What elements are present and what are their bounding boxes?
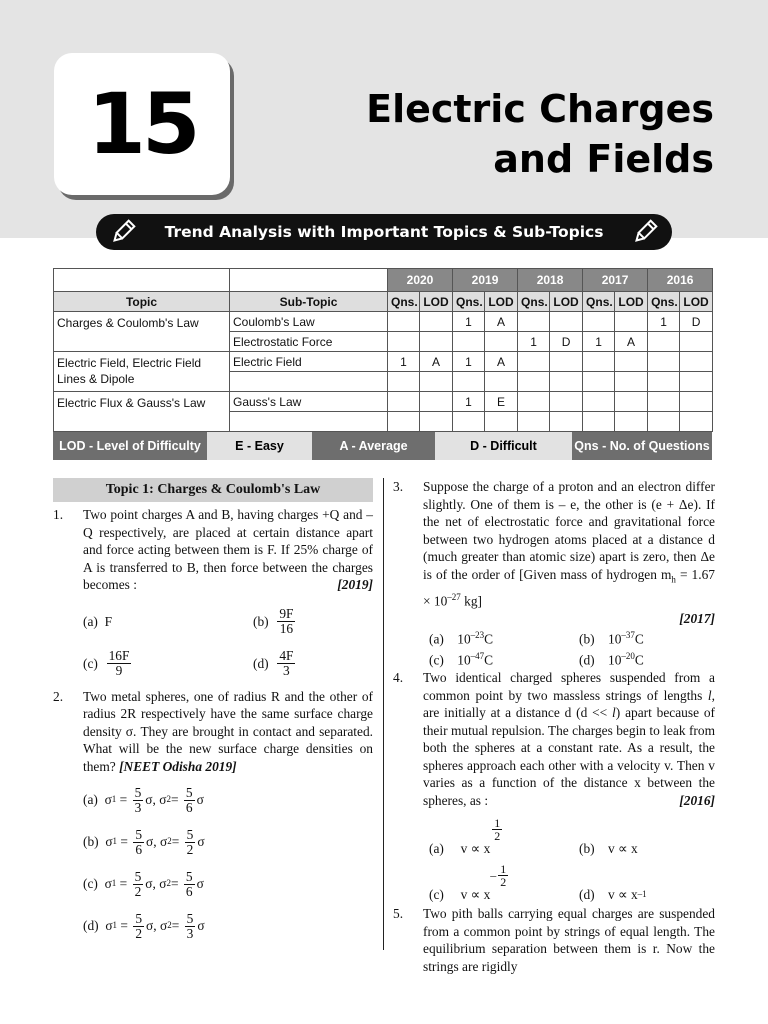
year-header: 2019 (453, 269, 518, 292)
question-text: Two pith balls carrying equal charges are suspended from a common point by strings of equal length. The equilibrium separation between them is r. Now the strings are rigidly (423, 906, 715, 974)
qns-header: Qns. (453, 292, 485, 312)
equals: = (170, 792, 179, 808)
option-label: (c) (83, 655, 98, 671)
option-label: (c) (429, 652, 444, 668)
data-cell (583, 372, 615, 392)
subtopic-cell: Coulomb's Law (230, 312, 388, 332)
data-cell (388, 332, 420, 352)
comma: , (153, 834, 157, 850)
lod-header: LOD (485, 292, 518, 312)
trend-analysis-label: Trend Analysis with Important Topics & Sub-Topics (164, 223, 604, 241)
superscript: –37 (621, 630, 635, 641)
data-cell (518, 412, 550, 432)
denominator: 2 (135, 925, 143, 941)
minus-sign: – (490, 868, 497, 883)
data-cell (615, 392, 648, 412)
sigma: σ (145, 792, 153, 808)
question-3 (393, 478, 715, 627)
question-number: 1. (53, 507, 64, 522)
data-cell (420, 392, 453, 412)
fraction (277, 649, 295, 678)
fraction (185, 828, 196, 857)
topic-heading: Topic 1: Charges & Coulomb's Law (53, 478, 373, 502)
data-cell (550, 412, 583, 432)
data-cell (680, 352, 713, 372)
table-row (54, 312, 713, 332)
sigma: σ (104, 876, 112, 892)
variable: l (707, 687, 712, 703)
subscript: 2 (166, 878, 171, 889)
fraction (133, 786, 144, 815)
option-value: v ∝ x (460, 840, 491, 856)
option-label: (d) (579, 652, 595, 668)
exponent-fraction (492, 817, 502, 842)
sigma: σ (196, 792, 204, 808)
question-text (423, 478, 715, 627)
fraction (185, 912, 196, 941)
comma: , (152, 792, 156, 808)
data-cell (583, 352, 615, 372)
option-label: (c) (429, 886, 444, 902)
data-cell (583, 312, 615, 332)
denominator: 9 (115, 663, 123, 678)
numerator: 16F (108, 648, 130, 663)
sigma: σ (159, 876, 167, 892)
table-row (54, 352, 713, 372)
subtopic-cell: Electrostatic Force (230, 332, 388, 352)
denominator: 2 (134, 883, 142, 899)
denominator: 6 (135, 841, 143, 857)
legend-difficult: D - Difficult (435, 432, 572, 460)
trend-analysis-table (53, 268, 713, 432)
qns-header: Qns. (583, 292, 615, 312)
chapter-title-line1: Electric Charges (366, 87, 714, 131)
option-c (83, 642, 253, 686)
left-column (53, 478, 373, 947)
subscript: h (671, 574, 676, 585)
year-header: 2017 (583, 269, 648, 292)
chapter-number-box (54, 53, 230, 195)
option-d (83, 905, 373, 947)
option-label: (d) (83, 918, 99, 934)
question-text (83, 506, 373, 594)
year-tag: [2016] (679, 792, 715, 808)
legend-easy: E - Easy (207, 432, 312, 460)
data-cell: 1 (648, 312, 680, 332)
data-cell (550, 352, 583, 372)
sigma: σ (197, 918, 205, 934)
option-value: v ∝ x (460, 886, 491, 902)
option-label: (c) (83, 876, 98, 892)
denominator: 2 (186, 841, 194, 857)
year-tag: [2017] (679, 610, 715, 626)
lod-header: LOD (615, 292, 648, 312)
sigma: σ (146, 918, 154, 934)
equals: = (120, 918, 128, 934)
data-cell (680, 392, 713, 412)
question-body: = 1.67 × 10 (423, 566, 715, 609)
sigma: σ (145, 876, 153, 892)
numerator: 5 (186, 826, 194, 842)
equals: = (119, 792, 128, 808)
topic-cell: Charges & Coulomb's Law (54, 312, 230, 352)
numerator: 5 (134, 868, 142, 884)
lod-header: LOD (550, 292, 583, 312)
equals: = (120, 834, 128, 850)
numerator: 5 (185, 868, 193, 884)
data-cell (388, 412, 420, 432)
year-tag: [2019] (337, 577, 373, 592)
subtopic-cell: Electric Field (230, 352, 388, 372)
data-cell (648, 392, 680, 412)
data-cell: A (420, 352, 453, 372)
table-corner (230, 269, 388, 292)
data-cell (550, 372, 583, 392)
option-b (579, 815, 719, 861)
data-cell (648, 352, 680, 372)
sigma: σ (146, 834, 154, 850)
data-cell (420, 312, 453, 332)
numerator: 1 (494, 816, 501, 831)
question-4 (393, 669, 715, 809)
data-cell (615, 372, 648, 392)
chapter-title-line2: and Fields (493, 137, 714, 181)
option-a (83, 779, 373, 821)
unit: C (634, 631, 644, 647)
option-label: (d) (253, 655, 269, 671)
fraction (184, 786, 195, 815)
superscript: –1 (637, 888, 647, 899)
subscript: 1 (111, 794, 117, 805)
denominator: 2 (494, 829, 501, 844)
denominator: 16 (279, 621, 294, 636)
data-cell (420, 372, 453, 392)
denominator: 2 (500, 875, 507, 890)
subscript: 2 (167, 920, 172, 931)
option-a (429, 627, 579, 648)
subtopic-cell (230, 412, 388, 432)
question-body: kg] (460, 593, 482, 609)
data-cell: 1 (453, 312, 485, 332)
fraction (133, 870, 144, 899)
legend-lod: LOD - Level of Difficulty (53, 432, 207, 460)
denominator: 3 (283, 663, 290, 678)
option-value: 10 (457, 652, 471, 668)
superscript: –23 (470, 630, 485, 641)
data-cell (680, 372, 713, 392)
numerator: 5 (185, 784, 193, 800)
denominator: 6 (185, 883, 193, 899)
data-cell: 1 (583, 332, 615, 352)
question-number: 5. (393, 906, 404, 922)
subscript: 1 (111, 878, 117, 889)
option-d (579, 648, 719, 669)
year-header: 2020 (388, 269, 453, 292)
equals: = (171, 834, 180, 850)
data-cell (420, 412, 453, 432)
option-value: 10 (608, 652, 622, 668)
option-c (429, 861, 579, 905)
fraction (107, 649, 132, 678)
sigma: σ (105, 834, 113, 850)
comma: , (152, 876, 156, 892)
option-label: (b) (83, 834, 99, 850)
right-column (393, 478, 715, 975)
year-tag: [NEET Odisha 2019] (119, 758, 237, 774)
data-cell (518, 372, 550, 392)
pencil-icon (632, 219, 658, 245)
qns-header: Qns. (648, 292, 680, 312)
superscript: –27 (447, 591, 461, 602)
data-cell: A (615, 332, 648, 352)
table-row (54, 392, 713, 412)
data-cell (388, 312, 420, 332)
option-value: v ∝ x (608, 886, 638, 902)
chapter-title (366, 84, 714, 184)
legend-qns: Qns - No. of Questions (572, 432, 712, 460)
data-cell (453, 332, 485, 352)
data-cell (615, 412, 648, 432)
year-header: 2016 (648, 269, 713, 292)
question-4-options (429, 815, 715, 905)
topic-header: Topic (54, 292, 230, 312)
question-1 (53, 506, 373, 594)
data-cell (550, 312, 583, 332)
subscript: 1 (112, 836, 118, 847)
denominator: 6 (185, 799, 193, 815)
topic-cell: Electric Flux & Gauss's Law (54, 392, 230, 432)
question-body: , are initially at a distance d (d << (423, 687, 715, 721)
chapter-number: 15 (87, 75, 197, 173)
question-number: 4. (393, 670, 404, 686)
option-value: 10 (608, 631, 622, 647)
denominator: 3 (186, 925, 194, 941)
option-a (429, 815, 579, 861)
data-cell (518, 312, 550, 332)
lod-header: LOD (420, 292, 453, 312)
data-cell (420, 332, 453, 352)
option-c (83, 863, 373, 905)
data-cell (648, 332, 680, 352)
option-a (83, 602, 253, 642)
data-cell: 1 (518, 332, 550, 352)
question-number: 3. (393, 479, 404, 494)
data-cell (518, 352, 550, 372)
superscript: –47 (470, 651, 485, 662)
numerator: 5 (135, 826, 143, 842)
option-d (253, 642, 403, 686)
question-3-options (429, 627, 715, 669)
option-b (579, 627, 719, 648)
subtopic-cell: Gauss's Law (230, 392, 388, 412)
column-divider (383, 478, 384, 950)
exponent-fraction (498, 863, 508, 888)
unit: C (634, 652, 644, 668)
equals: = (170, 876, 179, 892)
question-body: Two point charges A and B, having charges +Q and –Q respectively, are placed at certain distance apart and force acting between them is F. If 25% charge of A is transferred to B, then force between the charges becomes : (83, 507, 373, 592)
option-value: 10 (457, 631, 471, 647)
comma: , (153, 918, 157, 934)
numerator: 9F (279, 606, 294, 621)
equals: = (171, 918, 180, 934)
data-cell (583, 392, 615, 412)
year-header: 2018 (518, 269, 583, 292)
data-cell (485, 412, 518, 432)
qns-header: Qns. (518, 292, 550, 312)
sigma: σ (104, 792, 112, 808)
option-label: (a) (83, 613, 98, 629)
data-cell: D (680, 312, 713, 332)
data-cell (388, 372, 420, 392)
data-cell (518, 392, 550, 412)
unit: C (484, 652, 494, 668)
data-cell: 1 (453, 352, 485, 372)
legend-average: A - Average (312, 432, 435, 460)
option-label: (a) (429, 840, 444, 856)
data-cell (583, 412, 615, 432)
data-cell: 1 (388, 352, 420, 372)
qns-header: Qns. (388, 292, 420, 312)
denominator: 3 (134, 799, 142, 815)
sigma: σ (159, 834, 168, 850)
table-corner (54, 269, 230, 292)
question-text (423, 669, 715, 809)
fraction (133, 912, 144, 941)
data-cell (648, 372, 680, 392)
data-cell (680, 412, 713, 432)
data-cell (453, 372, 485, 392)
superscript: –20 (621, 651, 635, 662)
data-cell (485, 372, 518, 392)
subscript: 1 (112, 920, 118, 931)
trend-analysis-bar (96, 214, 672, 250)
equals: = (119, 876, 128, 892)
unit: C (484, 631, 494, 647)
fraction (277, 607, 295, 636)
question-5 (393, 905, 715, 975)
data-cell (615, 352, 648, 372)
numerator: 1 (500, 862, 507, 877)
question-2 (53, 688, 373, 776)
data-cell: A (485, 312, 518, 332)
question-body: Two identical charged spheres suspended from a common point by two massless strings of lengths (423, 670, 715, 703)
question-text (83, 688, 373, 776)
fraction (184, 870, 195, 899)
fraction (133, 828, 144, 857)
option-value: v ∝ x (608, 840, 638, 856)
subtopic-header: Sub-Topic (230, 292, 388, 312)
sigma: σ (159, 918, 168, 934)
topic-cell: Electric Field, Electric Field Lines & Dipole (54, 352, 230, 392)
numerator: 4F (279, 648, 294, 663)
data-cell (680, 332, 713, 352)
difficulty-legend (53, 432, 712, 460)
option-d (579, 861, 719, 905)
numerator: 5 (186, 910, 194, 926)
option-b (253, 602, 403, 642)
data-cell: A (485, 352, 518, 372)
data-cell: D (550, 332, 583, 352)
subtopic-cell (230, 372, 388, 392)
data-cell (615, 312, 648, 332)
option-label: (d) (579, 886, 595, 902)
question-body: Suppose the charge of a proton and an electron differ slightly. One of them is – e, the other is (e + Δe). If the net of electrostatic force and gravitational force between two hydrogen atoms placed at a distance d (much greater than atomic size) apart is zero, then Δe is of the order of [Given mass of hydrogen m (423, 479, 715, 582)
question-body: ) apart because of their mutual repulsion. The charges begin to leak from both the spheres at a constant rate. As a result, the spheres approach each other with a velocity v. Then v varies as a function of the distance x between the spheres, as : (423, 705, 716, 808)
numerator: 5 (134, 784, 142, 800)
option-b (83, 821, 373, 863)
data-cell: E (485, 392, 518, 412)
option-label: (a) (83, 792, 98, 808)
data-cell (388, 392, 420, 412)
option-label: (a) (429, 631, 444, 647)
option-label: (b) (253, 613, 269, 629)
sigma: σ (197, 834, 205, 850)
numerator: 5 (135, 910, 143, 926)
data-cell (453, 412, 485, 432)
question-number: 2. (53, 688, 64, 704)
lod-header: LOD (680, 292, 713, 312)
subscript: 2 (167, 836, 172, 847)
question-2-options (53, 779, 373, 947)
sigma: σ (159, 792, 167, 808)
option-value: F (104, 613, 113, 629)
option-label: (b) (579, 840, 595, 856)
sigma: σ (105, 918, 113, 934)
sigma: σ (196, 876, 204, 892)
data-cell: 1 (453, 392, 485, 412)
option-c (429, 648, 579, 669)
data-cell (550, 392, 583, 412)
option-label: (b) (579, 631, 595, 647)
data-cell (648, 412, 680, 432)
question-body: Two metal spheres, one of radius R and the other of radius 2R respectively have the same surface charge density σ. They are brought in contact and separated. What will be the new surface charge densities on them? (83, 688, 373, 774)
variable: l (612, 705, 616, 721)
question-1-options (83, 602, 373, 686)
subscript: 2 (166, 794, 171, 805)
data-cell (485, 332, 518, 352)
